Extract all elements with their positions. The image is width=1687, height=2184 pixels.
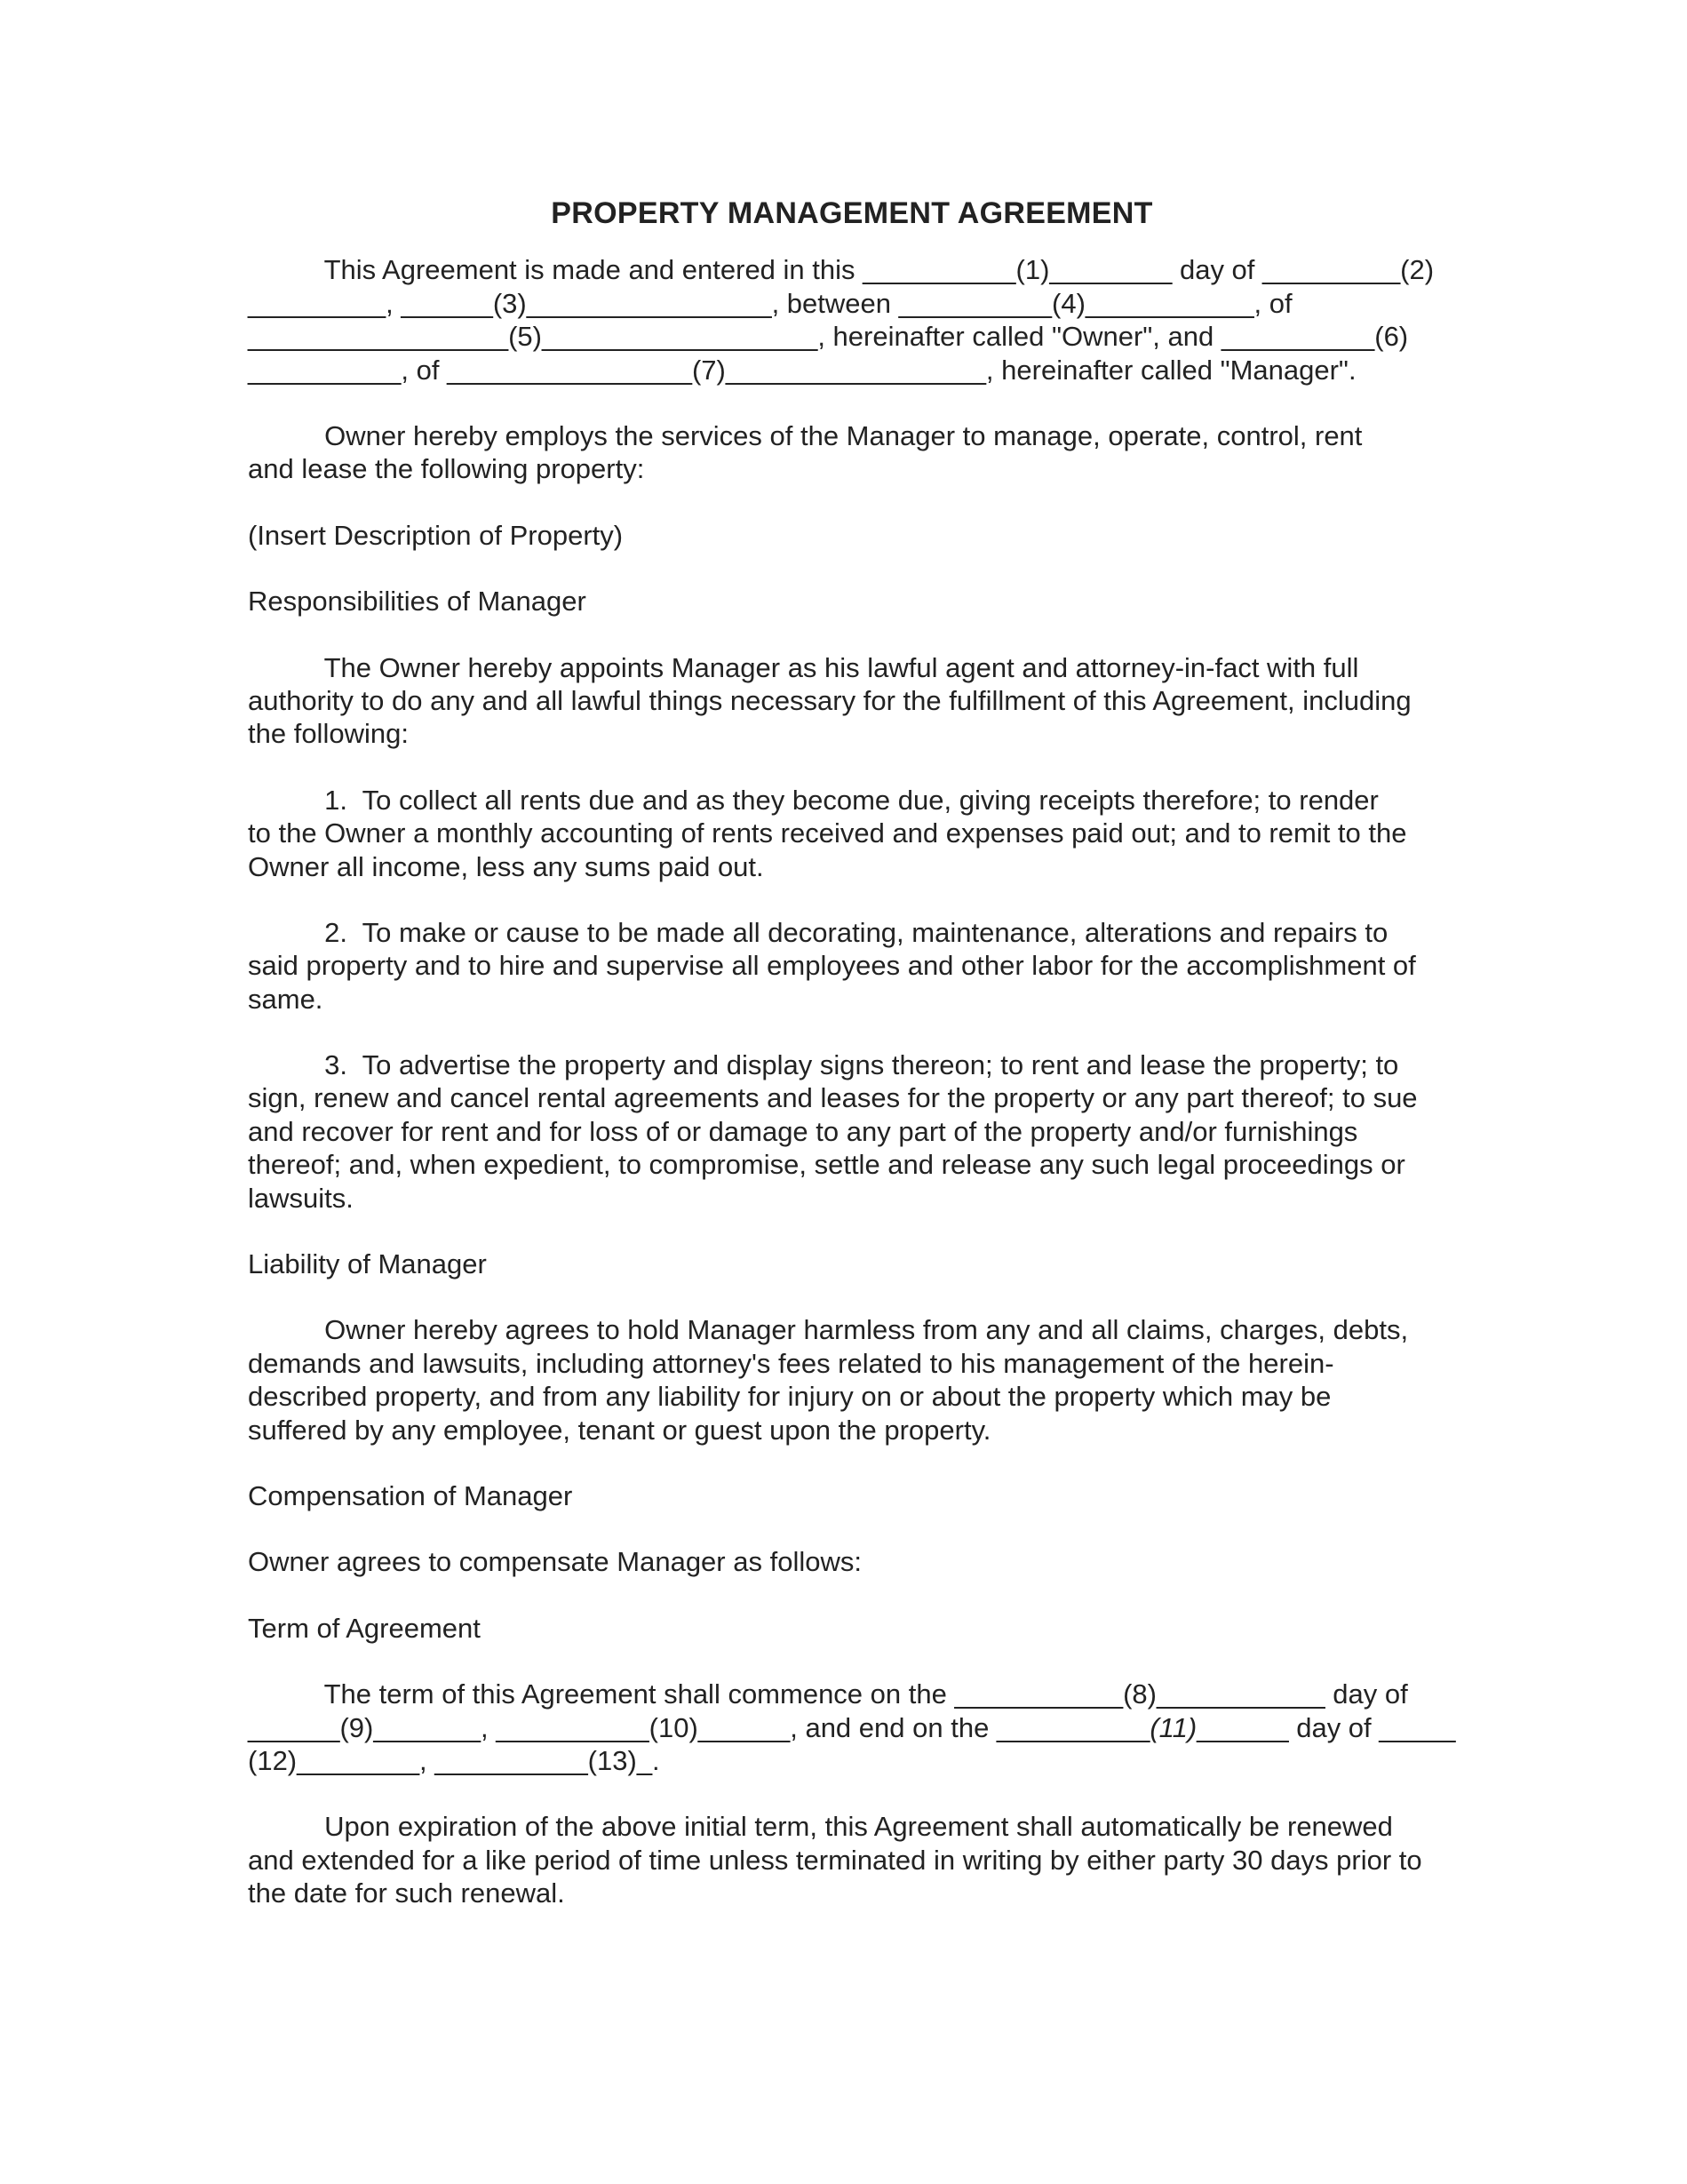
- item-2-line: said property and to hire and supervise all employees and other labor for the accomplishment of: [248, 950, 1416, 982]
- item-3-line: lawsuits.: [248, 1182, 354, 1214]
- liability-line: suffered by any employee, tenant or guest upon the property.: [248, 1414, 991, 1446]
- term-line-part: ______ day of _____: [1197, 1711, 1456, 1743]
- appoint-line: the following:: [248, 718, 409, 750]
- term-line: [248, 1711, 1456, 1744]
- liability-heading: Liability of Manager: [248, 1248, 487, 1280]
- renewal-line: the date for such renewal.: [248, 1877, 565, 1909]
- renewal-line: Upon expiration of the above initial term, this Agreement shall automatically be renewed: [248, 1811, 1393, 1843]
- compensation-text: Owner agrees to compensate Manager as follows:: [248, 1546, 862, 1578]
- item-1-line: 1. To collect all rents due and as they become due, giving receipts therefore; to render: [248, 784, 1379, 816]
- intro-line: This Agreement is made and entered in this __________(1)________ day of _________(2): [248, 254, 1435, 286]
- item-2-line: same.: [248, 983, 323, 1015]
- liability-line: demands and lawsuits, including attorney's fees related to his management of the herein-: [248, 1347, 1334, 1379]
- term-line-part: ______(9)_______, __________(10)______, and end on the __________: [248, 1711, 1150, 1743]
- employ-line: Owner hereby employs the services of the Manager to manage, operate, control, rent: [248, 419, 1363, 451]
- intro-line: _________, ______(3)________________, between __________(4)___________, of: [248, 287, 1293, 319]
- term-paragraph: [248, 1678, 1456, 1777]
- term-line: (12)________, __________(13)_.: [248, 1745, 660, 1776]
- insert-description: (Insert Description of Property): [248, 519, 624, 551]
- item-3-line: 3. To advertise the property and display signs thereon; to rent and lease the property; to: [248, 1049, 1399, 1081]
- responsibilities-heading: Responsibilities of Manager: [248, 586, 586, 618]
- item-1-paragraph: [248, 784, 1456, 883]
- document-title: PROPERTY MANAGEMENT AGREEMENT: [551, 196, 1153, 230]
- employ-line: and lease the following property:: [248, 453, 645, 485]
- item-3-line: sign, renew and cancel rental agreements and leases for the property or any part thereof; to sue: [248, 1082, 1418, 1114]
- liability-line: described property, and from any liability for injury on or about the property which may be: [248, 1381, 1332, 1413]
- liability-paragraph: [248, 1313, 1456, 1447]
- liability-line: Owner hereby agrees to hold Manager harmless from any and all claims, charges, debts,: [248, 1314, 1409, 1346]
- term-heading: Term of Agreement: [248, 1612, 481, 1644]
- item-1-line: Owner all income, less any sums paid out.: [248, 850, 764, 882]
- intro-line: __________, of ________________(7)_________________, hereinafter called "Manager".: [248, 354, 1357, 386]
- renewal-paragraph: [248, 1810, 1456, 1909]
- item-2-line: 2. To make or cause to be made all decorating, maintenance, alterations and repairs to: [248, 916, 1389, 948]
- term-line-part: (11): [1150, 1711, 1198, 1743]
- item-3-line: and recover for rent and for loss of or damage to any part of the property and/or furnishings: [248, 1115, 1358, 1147]
- appoint-line: The Owner hereby appoints Manager as his lawful agent and attorney-in-fact with full: [248, 651, 1359, 683]
- appoint-paragraph: [248, 651, 1456, 751]
- item-3-line: thereof; and, when expedient, to compromise, settle and release any such legal proceedings or: [248, 1149, 1405, 1181]
- term-line: The term of this Agreement shall commence on the ___________(8)___________ day of: [248, 1678, 1408, 1710]
- compensation-heading: Compensation of Manager: [248, 1480, 573, 1511]
- item-2-paragraph: [248, 916, 1456, 1016]
- employ-paragraph: [248, 419, 1456, 486]
- agreement-body: [248, 187, 1456, 1943]
- intro-paragraph: [248, 253, 1456, 387]
- item-3-paragraph: [248, 1048, 1456, 1215]
- item-1-line: to the Owner a monthly accounting of rents received and expenses paid out; and to remit to the: [248, 817, 1407, 849]
- appoint-line: authority to do any and all lawful things necessary for the fulfillment of this Agreement, including: [248, 684, 1412, 716]
- intro-line: _________________(5)__________________, hereinafter called "Owner", and __________(6): [248, 321, 1409, 353]
- renewal-line: and extended for a like period of time unless terminated in writing by either party 30 days prior to: [248, 1844, 1422, 1876]
